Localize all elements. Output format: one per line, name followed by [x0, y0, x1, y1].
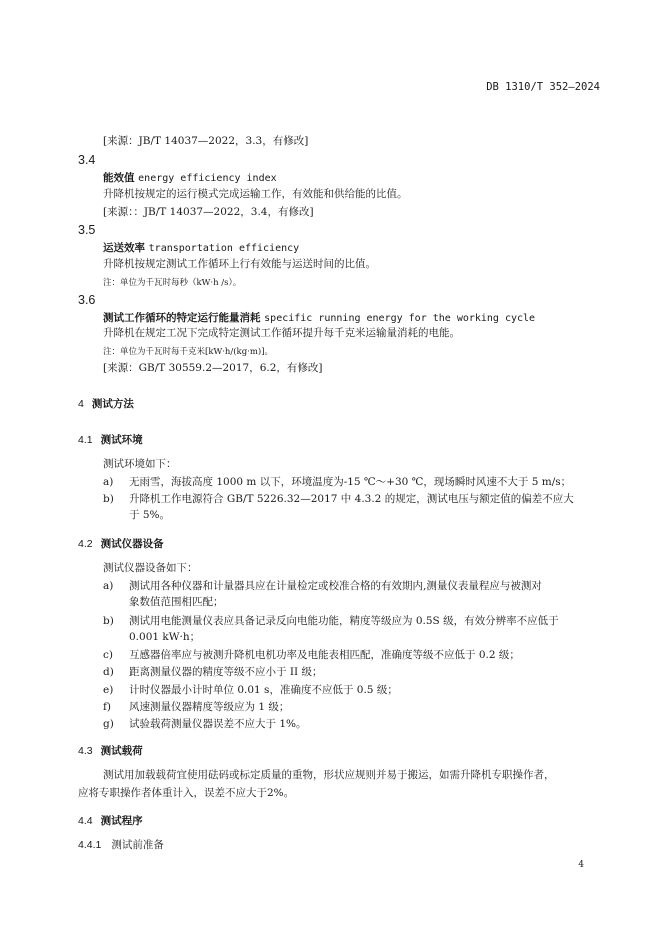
term-title: [103, 310, 535, 325]
list-text: 计时仪器最小计时单位 0.01 s，准确度不应低于 0.5 级；: [129, 684, 398, 696]
list-text-continued: 于 5%。: [129, 509, 170, 521]
list-item: [103, 647, 520, 662]
list-text: 无雨雪，海拔高度 1000 m 以下，环境温度为-15 ℃～+30 ℃，现场瞬时风速不大于 5 m/s；: [129, 476, 572, 488]
list-marker: f): [103, 701, 111, 713]
section-number: 4.2: [78, 538, 93, 550]
list-text: 试验载荷测量仪器误差不应大于 1%。: [129, 718, 307, 730]
section-heading: [78, 536, 164, 551]
term-number: 3.6: [78, 293, 96, 307]
list-item: [103, 578, 542, 593]
list-text: 升降机工作电源符合 GB/T 5226.32—2017 中 4.3.2 的规定，测试电压与额定值的偏差不应大: [129, 493, 574, 505]
list-item: [103, 613, 559, 628]
list-item: [103, 664, 322, 679]
term-note: 注：单位为千瓦时每千克米[kW·h/(kg·m)]。: [103, 347, 274, 357]
term-title-en: transportation efficiency: [148, 243, 300, 254]
paragraph: 测试仪器设备如下：: [103, 562, 198, 574]
section-title: 测试载荷: [100, 745, 143, 757]
list-item: [103, 699, 289, 714]
list-text-continued: 象数值范围相匹配；: [129, 596, 224, 608]
term-title-cn: 能效值: [103, 172, 135, 184]
paragraph-continued: 应将专职操作者体重计入，误差不应大于2%。: [78, 787, 295, 799]
section-title: 测试环境: [100, 434, 143, 446]
list-item: [103, 474, 571, 489]
term-number: 3.5: [78, 223, 96, 237]
section-number: 4.3: [78, 745, 93, 757]
term-title: [103, 240, 299, 255]
term-definition: 升降机按规定的运行模式完成运输工作，有效能和供给能的比值。: [103, 188, 408, 200]
section-title: 测试仪器设备: [100, 538, 164, 550]
list-text: 互感器倍率应与被测升降机电机功率及电能表相匹配，准确度等级不应低于 0.2 级；: [129, 649, 520, 661]
list-marker: b): [103, 615, 114, 627]
subsection-title: 测试前准备: [111, 839, 164, 851]
term-note: 注：单位为千瓦时每秒（kW·h /s）。: [103, 278, 242, 288]
term-title-en: specific running energy for the working cycle: [264, 313, 536, 324]
section-heading: [78, 396, 134, 411]
section-number: 4.1: [78, 434, 93, 446]
page-number: 4: [578, 860, 584, 870]
list-marker: e): [103, 684, 114, 696]
list-marker: c): [103, 649, 113, 661]
section-heading: [78, 743, 143, 758]
paragraph: 测试环境如下：: [103, 458, 177, 470]
term-definition: 升降机在规定工况下完成特定测试工作循环提升每千克米运输量消耗的电能。: [103, 327, 460, 339]
list-marker: a): [103, 580, 114, 592]
source-note: [来源：JB/T 14037—2022，3.3，有修改]: [103, 135, 309, 147]
list-item: [103, 682, 398, 697]
list-marker: a): [103, 476, 114, 488]
section-title: 测试方法: [91, 398, 134, 410]
term-title-en: energy efficiency index: [138, 173, 277, 184]
list-text: 风速测量仪器精度等级应为 1 级；: [129, 701, 290, 713]
list-item: [103, 491, 574, 506]
list-item: [103, 716, 307, 731]
list-marker: g): [103, 718, 114, 730]
term-number: 3.4: [78, 153, 96, 167]
section-heading: [78, 813, 143, 828]
page-header: DB 1310/T 352—2024: [486, 81, 600, 93]
term-title-cn: 测试工作循环的特定运行能量消耗: [103, 312, 261, 324]
list-text: 距离测量仪器的精度等级不应小于 II 级；: [129, 666, 323, 678]
term-title: [103, 170, 277, 185]
term-title-cn: 运送效率: [103, 242, 145, 254]
paragraph: 测试用加载载荷宜使用砝码或标定质量的重物，形状应规则并易于搬运，如需升降机专职操作者，: [103, 769, 555, 781]
list-text: 测试用各种仪器和计量器具应在计量检定或校准合格的有效期内,测量仪表量程应与被测对: [129, 580, 542, 592]
source-note: [来源：GB/T 30559.2—2017，6.2，有修改]: [103, 362, 323, 374]
section-number: 4: [78, 398, 84, 410]
source-note: [来源：：JB/T 14037—2022，3.4，有修改]: [103, 206, 314, 218]
section-title: 测试程序: [100, 815, 143, 827]
list-marker: b): [103, 493, 114, 505]
section-heading: [78, 432, 143, 447]
subsection-heading: [78, 838, 164, 852]
subsection-number: 4.4.1: [78, 839, 102, 851]
term-definition: 升降机按规定测试工作循环上行有效能与运送时间的比值。: [103, 258, 376, 270]
list-text-continued: 0.001 kW·h；: [129, 631, 201, 643]
list-text: 测试用电能测量仪表应具备记录反向电能功能，精度等级应为 0.5S 级，有效分辨率不应低于: [129, 615, 559, 627]
section-number: 4.4: [78, 815, 93, 827]
list-marker: d): [103, 666, 114, 678]
